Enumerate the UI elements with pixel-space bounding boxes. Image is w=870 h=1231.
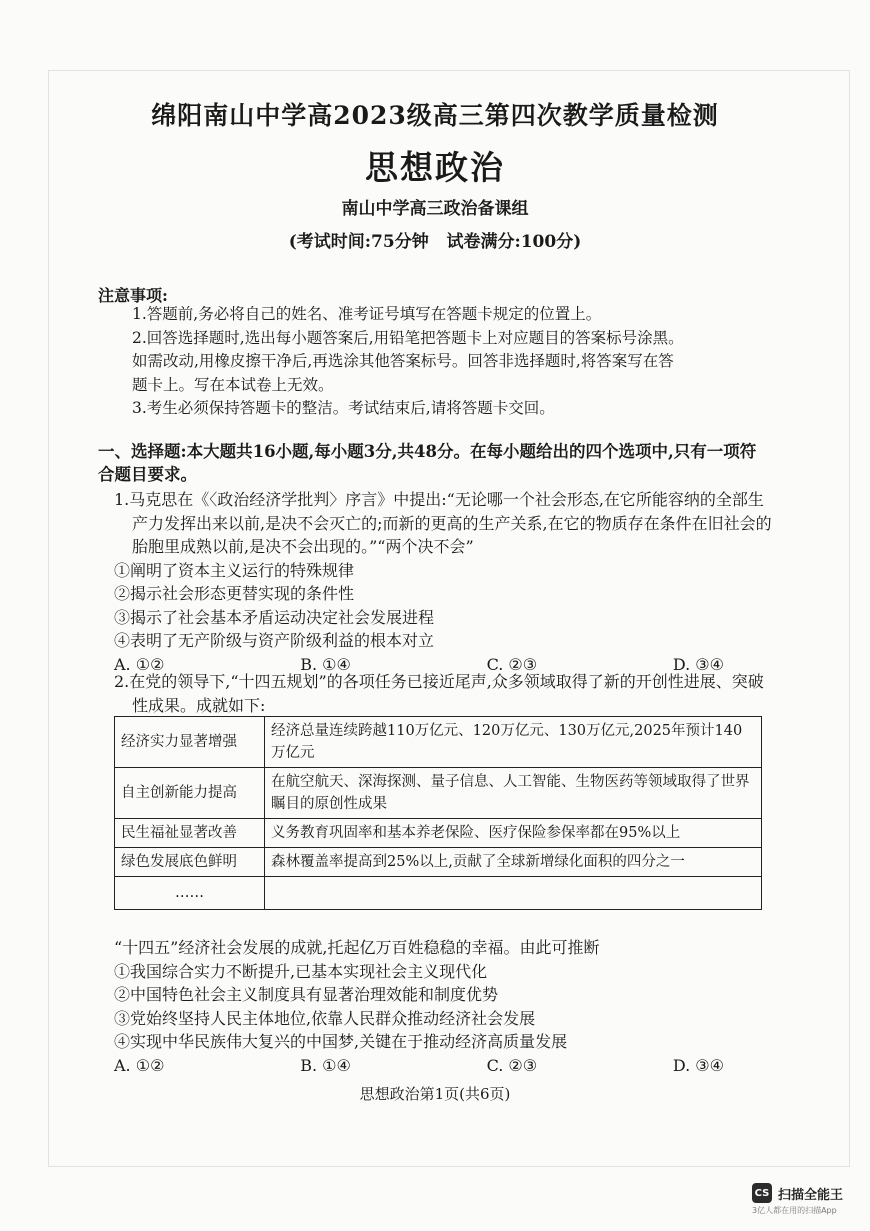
table-cell-category: 民生福祉显著改善: [115, 819, 265, 848]
choice-b: B. ①④: [300, 1055, 351, 1075]
question-stem: 2.在党的领导下,“十四五规划”的各项任务已接近尾声,众多领域取得了新的开创性进展、突破性成果。成就如下:: [114, 672, 764, 715]
question-option: ②揭示社会形态更替实现的条件性: [114, 584, 355, 603]
choice-d: D. ③④: [672, 1055, 724, 1075]
table-row: [115, 877, 762, 910]
question-2-continued: [114, 936, 774, 1077]
notice-list: [132, 303, 782, 421]
choice-c: C. ②③: [486, 654, 538, 674]
scanner-watermark: [752, 1183, 862, 1216]
answer-choices: [114, 1054, 724, 1078]
notice-heading: 注意事项:: [98, 286, 168, 305]
choice-a: A. ①②: [114, 654, 165, 674]
table-row: [115, 819, 762, 848]
question-stem: 1.马克思在《〈政治经济学批判〉序言》中提出:“无论哪一个社会形态,在它所能容纳的全部生产力发挥出来以前,是决不会灭亡的;而新的更高的生产关系,在它的物质存在条件在旧社会的胎胞里成熟以前,是决不会出现的。”“两个决不会”: [114, 490, 772, 556]
table-cell-detail: 森林覆盖率提高到25%以上,贡献了全球新增绿化面积的四分之一: [265, 848, 762, 877]
question-option: ④实现中华民族伟大复兴的中国梦,关键在于推动经济高质量发展: [114, 1032, 568, 1051]
camscanner-icon: CS: [752, 1183, 772, 1203]
question-option: ③揭示了社会基本矛盾运动决定社会发展进程: [114, 607, 435, 627]
question-1: [114, 488, 774, 676]
choice-b: B. ①④: [300, 654, 351, 674]
exam-title: 绵阳南山中学高2023级高三第四次教学质量检测: [151, 101, 719, 130]
question-lead: “十四五”经济社会发展的成就,托起亿万百姓稳稳的幸福。由此可推断: [114, 938, 600, 957]
table-row: [115, 717, 762, 768]
question-option: ①阐明了资本主义运行的特殊规律: [114, 560, 355, 580]
watermark-tagline: 3亿人都在用的扫描App: [752, 1206, 837, 1215]
question-2: [114, 670, 774, 717]
question-option: ④表明了无产阶级与资产阶级利益的根本对立: [114, 631, 435, 650]
table-cell-category: 绿色发展底色鲜明: [115, 848, 265, 877]
choice-d: D. ③④: [672, 654, 724, 674]
table-cell-category: ……: [115, 877, 265, 910]
achievements-table: [114, 716, 762, 910]
author-group: 南山中学高三政治备课组: [341, 199, 529, 219]
table-row: [115, 768, 762, 819]
question-option: ③党始终坚持人民主体地位,依靠人民群众推动经济社会发展: [114, 1008, 536, 1028]
question-option: ②中国特色社会主义制度具有显著治理效能和制度优势: [114, 985, 499, 1004]
exam-info: (考试时间:75分钟 试卷满分:100分): [288, 232, 582, 252]
notice-item: 3.考生必须保持答题卡的整洁。考试结束后,请将答题卡交回。: [132, 399, 555, 417]
notice-item: 1.答题前,务必将自己的姓名、准考证号填写在答题卡规定的位置上。: [132, 305, 602, 323]
table-row: [115, 848, 762, 877]
table-cell-category: 经济实力显著增强: [115, 717, 265, 768]
choice-a: A. ①②: [114, 1055, 165, 1075]
table-cell-category: 自主创新能力提高: [115, 768, 265, 819]
table-cell-detail: 在航空航天、深海探测、量子信息、人工智能、生物医药等领域取得了世界瞩目的原创性成果: [265, 768, 762, 819]
subject-title: 思想政治: [365, 148, 505, 187]
notice-item: 如需改动,用橡皮擦干净后,再选涂其他答案标号。回答非选择题时,将答案写在答: [132, 352, 674, 370]
page-footer: 思想政治第1页(共6页): [359, 1085, 511, 1103]
notice-item: 2.回答选择题时,选出每小题答案后,用铅笔把答题卡上对应题目的答案标号涂黑。: [132, 328, 684, 347]
table-cell-detail: [265, 877, 762, 910]
watermark-name: 扫描全能王: [778, 1187, 844, 1203]
choice-c: C. ②③: [486, 1055, 538, 1075]
question-option: ①我国综合实力不断提升,已基本实现社会主义现代化: [114, 961, 488, 981]
notice-item: 题卡上。写在本试卷上无效。: [132, 375, 334, 394]
section-intro: 一、选择题:本大题共16小题,每小题3分,共48分。在每小题给出的四个选项中,只有一项符合题目要求。: [98, 442, 757, 484]
table-cell-detail: 义务教育巩固率和基本养老保险、医疗保险参保率都在95%以上: [265, 819, 762, 848]
table-cell-detail: 经济总量连续跨越110万亿元、120万亿元、130万亿元,2025年预计140万亿元: [265, 717, 762, 768]
